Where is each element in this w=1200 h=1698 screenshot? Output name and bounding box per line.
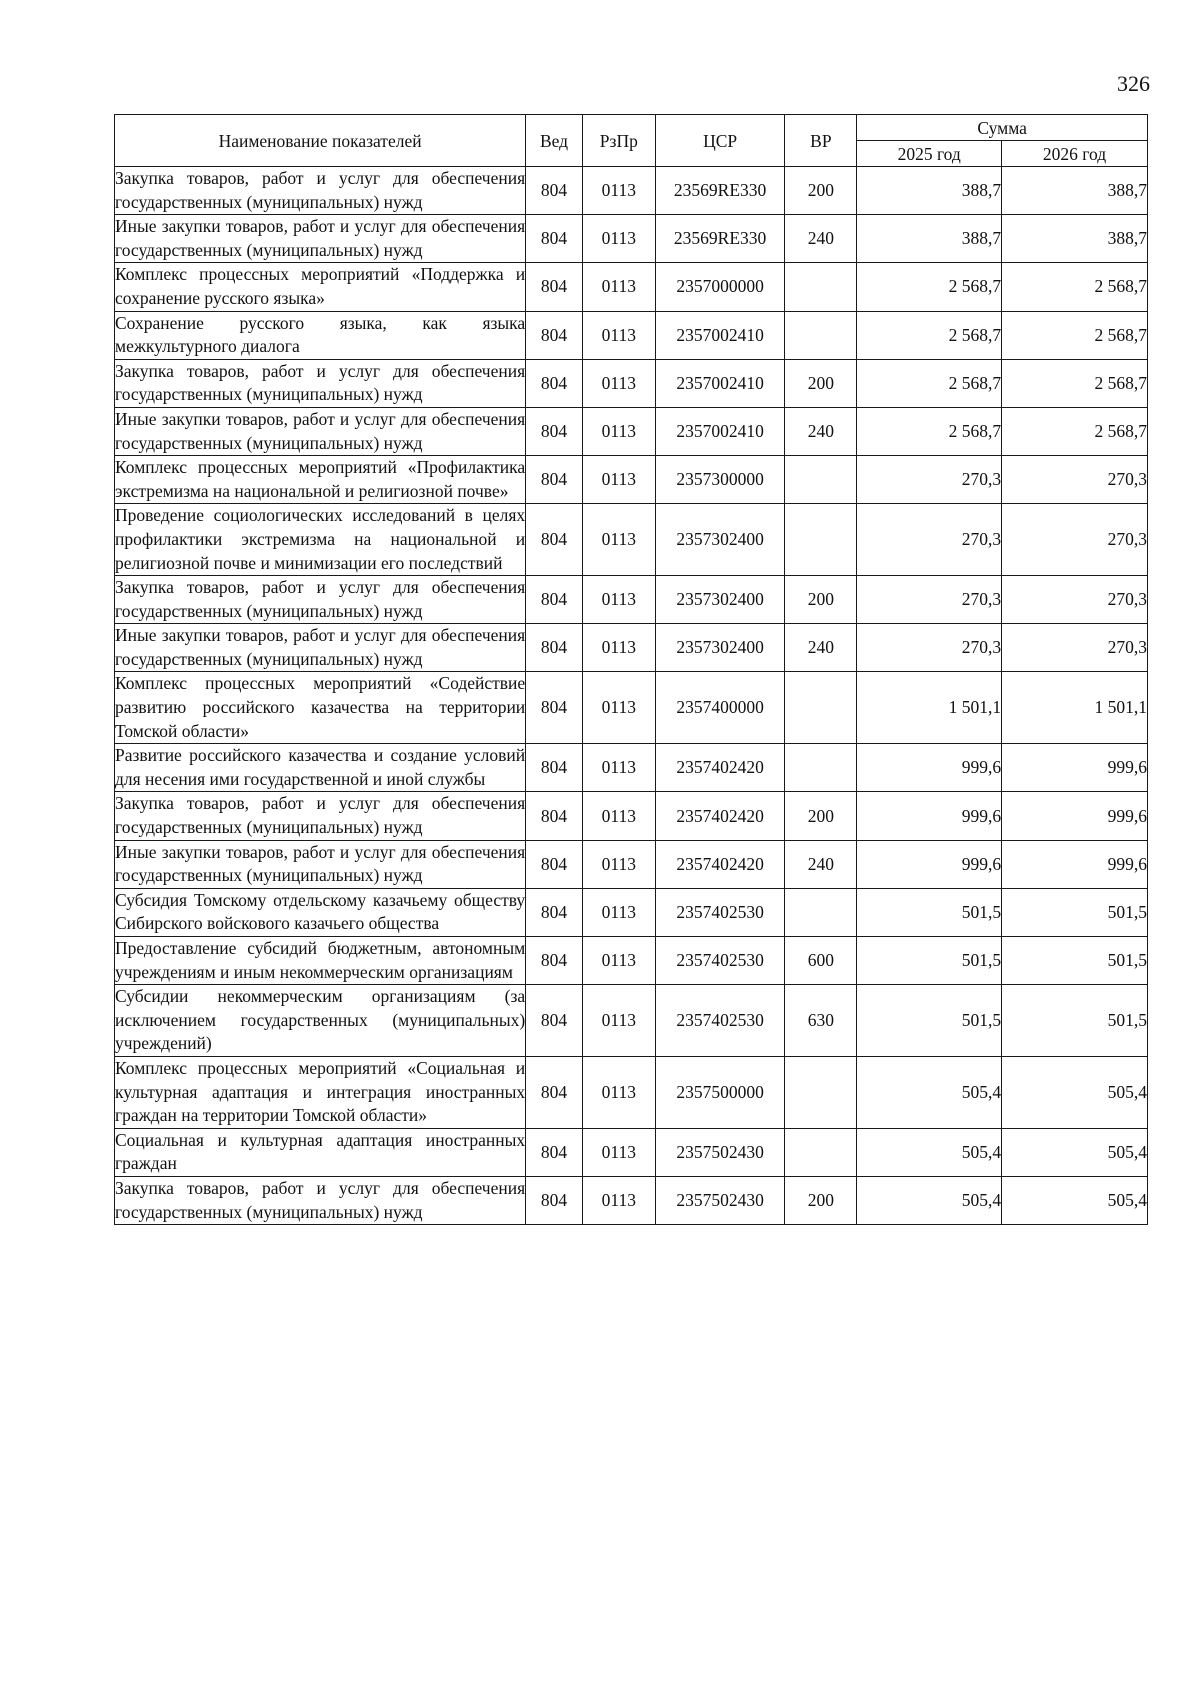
cell-name: Субсидии некоммерческим организациям (за исключением государственных (муниципальных) учреждений) xyxy=(115,985,526,1057)
cell-csr: 2357402420 xyxy=(655,744,785,792)
cell-name: Комплекс процессных мероприятий «Содействие развитию российского казачества на территории Томской области» xyxy=(115,672,526,744)
cell-vr xyxy=(785,888,857,936)
cell-csr: 2357302400 xyxy=(655,504,785,576)
table-row xyxy=(115,840,1148,888)
cell-rzpr: 0113 xyxy=(582,1056,655,1128)
cell-ved: 804 xyxy=(526,311,583,359)
page-number: 326 xyxy=(1117,71,1150,96)
cell-csr: 2357002410 xyxy=(655,311,785,359)
cell-rzpr: 0113 xyxy=(582,215,655,263)
cell-vr xyxy=(785,1128,857,1176)
cell-ved: 804 xyxy=(526,215,583,263)
header-year-2026: 2026 год xyxy=(1002,141,1148,167)
cell-amount-2026: 2 568,7 xyxy=(1002,359,1148,407)
cell-ved: 804 xyxy=(526,937,583,985)
cell-rzpr: 0113 xyxy=(582,672,655,744)
cell-vr: 200 xyxy=(785,359,857,407)
cell-name: Социальная и культурная адаптация иностранных граждан xyxy=(115,1128,526,1176)
cell-amount-2026: 270,3 xyxy=(1002,624,1148,672)
cell-name: Иные закупки товаров, работ и услуг для обеспечения государственных (муниципальных) нужд xyxy=(115,215,526,263)
header-csr: ЦСР xyxy=(655,115,785,167)
cell-ved: 804 xyxy=(526,1176,583,1224)
cell-name: Сохранение русского языка, как языка межкультурного диалога xyxy=(115,311,526,359)
cell-amount-2025: 270,3 xyxy=(857,504,1002,576)
cell-amount-2025: 501,5 xyxy=(857,888,1002,936)
cell-amount-2025: 270,3 xyxy=(857,456,1002,504)
cell-csr: 2357000000 xyxy=(655,263,785,311)
cell-csr: 2357300000 xyxy=(655,456,785,504)
cell-csr: 2357400000 xyxy=(655,672,785,744)
cell-vr xyxy=(785,672,857,744)
cell-vr xyxy=(785,744,857,792)
cell-ved: 804 xyxy=(526,263,583,311)
cell-amount-2026: 270,3 xyxy=(1002,504,1148,576)
cell-amount-2025: 999,6 xyxy=(857,792,1002,840)
cell-rzpr: 0113 xyxy=(582,407,655,455)
cell-ved: 804 xyxy=(526,504,583,576)
cell-amount-2025: 2 568,7 xyxy=(857,311,1002,359)
cell-vr xyxy=(785,1056,857,1128)
cell-vr: 200 xyxy=(785,167,857,215)
cell-vr: 240 xyxy=(785,840,857,888)
cell-ved: 804 xyxy=(526,167,583,215)
table-row xyxy=(115,1128,1148,1176)
table-row xyxy=(115,263,1148,311)
cell-vr xyxy=(785,263,857,311)
cell-name: Развитие российского казачества и создание условий для несения ими государственной и иной службы xyxy=(115,744,526,792)
cell-amount-2026: 505,4 xyxy=(1002,1128,1148,1176)
cell-name: Закупка товаров, работ и услуг для обеспечения государственных (муниципальных) нужд xyxy=(115,1176,526,1224)
cell-rzpr: 0113 xyxy=(582,263,655,311)
cell-vr xyxy=(785,504,857,576)
cell-amount-2026: 999,6 xyxy=(1002,840,1148,888)
table-row xyxy=(115,407,1148,455)
table-row xyxy=(115,672,1148,744)
cell-amount-2025: 501,5 xyxy=(857,937,1002,985)
header-rzpr: РзПр xyxy=(582,115,655,167)
header-vr: ВР xyxy=(785,115,857,167)
cell-rzpr: 0113 xyxy=(582,937,655,985)
cell-amount-2026: 501,5 xyxy=(1002,985,1148,1057)
cell-rzpr: 0113 xyxy=(582,888,655,936)
cell-ved: 804 xyxy=(526,744,583,792)
cell-csr: 2357402530 xyxy=(655,937,785,985)
cell-amount-2026: 999,6 xyxy=(1002,792,1148,840)
cell-rzpr: 0113 xyxy=(582,624,655,672)
cell-ved: 804 xyxy=(526,624,583,672)
cell-name: Иные закупки товаров, работ и услуг для обеспечения государственных (муниципальных) нужд xyxy=(115,407,526,455)
cell-ved: 804 xyxy=(526,1056,583,1128)
cell-csr: 2357500000 xyxy=(655,1056,785,1128)
cell-ved: 804 xyxy=(526,1128,583,1176)
table-row xyxy=(115,456,1148,504)
cell-ved: 804 xyxy=(526,359,583,407)
cell-csr: 2357002410 xyxy=(655,407,785,455)
cell-name: Закупка товаров, работ и услуг для обеспечения государственных (муниципальных) нужд xyxy=(115,792,526,840)
table-row xyxy=(115,359,1148,407)
cell-rzpr: 0113 xyxy=(582,792,655,840)
cell-rzpr: 0113 xyxy=(582,985,655,1057)
header-year-2025: 2025 год xyxy=(857,141,1002,167)
cell-amount-2025: 388,7 xyxy=(857,167,1002,215)
cell-amount-2026: 2 568,7 xyxy=(1002,311,1148,359)
cell-rzpr: 0113 xyxy=(582,840,655,888)
cell-amount-2025: 505,4 xyxy=(857,1128,1002,1176)
cell-amount-2025: 270,3 xyxy=(857,624,1002,672)
cell-vr xyxy=(785,311,857,359)
cell-name: Иные закупки товаров, работ и услуг для обеспечения государственных (муниципальных) нужд xyxy=(115,624,526,672)
budget-table xyxy=(114,114,1148,1225)
cell-rzpr: 0113 xyxy=(582,1176,655,1224)
cell-amount-2026: 2 568,7 xyxy=(1002,263,1148,311)
cell-rzpr: 0113 xyxy=(582,744,655,792)
cell-vr: 630 xyxy=(785,985,857,1057)
cell-amount-2025: 999,6 xyxy=(857,840,1002,888)
table-header xyxy=(115,115,1148,167)
cell-amount-2025: 2 568,7 xyxy=(857,407,1002,455)
cell-amount-2025: 501,5 xyxy=(857,985,1002,1057)
cell-ved: 804 xyxy=(526,407,583,455)
cell-amount-2026: 388,7 xyxy=(1002,215,1148,263)
cell-ved: 804 xyxy=(526,792,583,840)
cell-rzpr: 0113 xyxy=(582,1128,655,1176)
cell-amount-2026: 270,3 xyxy=(1002,456,1148,504)
cell-csr: 2357002410 xyxy=(655,359,785,407)
table-row xyxy=(115,792,1148,840)
cell-vr: 600 xyxy=(785,937,857,985)
cell-rzpr: 0113 xyxy=(582,576,655,624)
table-body xyxy=(115,167,1148,1225)
header-name: Наименование показателей xyxy=(115,115,526,167)
cell-amount-2026: 999,6 xyxy=(1002,744,1148,792)
cell-amount-2025: 2 568,7 xyxy=(857,263,1002,311)
cell-name: Закупка товаров, работ и услуг для обеспечения государственных (муниципальных) нужд xyxy=(115,576,526,624)
cell-amount-2026: 388,7 xyxy=(1002,167,1148,215)
cell-csr: 2357302400 xyxy=(655,624,785,672)
cell-csr: 2357502430 xyxy=(655,1128,785,1176)
cell-vr: 240 xyxy=(785,407,857,455)
table-row xyxy=(115,937,1148,985)
cell-csr: 23569RE330 xyxy=(655,215,785,263)
table-row xyxy=(115,624,1148,672)
cell-rzpr: 0113 xyxy=(582,359,655,407)
cell-ved: 804 xyxy=(526,888,583,936)
cell-csr: 2357402420 xyxy=(655,840,785,888)
cell-amount-2026: 501,5 xyxy=(1002,888,1148,936)
table-row xyxy=(115,1176,1148,1224)
cell-amount-2025: 505,4 xyxy=(857,1056,1002,1128)
cell-name: Комплекс процессных мероприятий «Профилактика экстремизма на национальной и религиозной почве» xyxy=(115,456,526,504)
cell-vr: 240 xyxy=(785,624,857,672)
cell-amount-2026: 505,4 xyxy=(1002,1176,1148,1224)
cell-ved: 804 xyxy=(526,840,583,888)
table-row xyxy=(115,744,1148,792)
cell-vr: 200 xyxy=(785,792,857,840)
cell-csr: 2357402420 xyxy=(655,792,785,840)
cell-rzpr: 0113 xyxy=(582,456,655,504)
cell-amount-2025: 1 501,1 xyxy=(857,672,1002,744)
cell-amount-2026: 1 501,1 xyxy=(1002,672,1148,744)
cell-vr xyxy=(785,456,857,504)
table-row xyxy=(115,504,1148,576)
cell-vr: 200 xyxy=(785,576,857,624)
cell-name: Иные закупки товаров, работ и услуг для обеспечения государственных (муниципальных) нужд xyxy=(115,840,526,888)
table-row xyxy=(115,167,1148,215)
cell-rzpr: 0113 xyxy=(582,311,655,359)
cell-amount-2025: 999,6 xyxy=(857,744,1002,792)
table-row xyxy=(115,888,1148,936)
cell-name: Закупка товаров, работ и услуг для обеспечения государственных (муниципальных) нужд xyxy=(115,359,526,407)
cell-amount-2025: 505,4 xyxy=(857,1176,1002,1224)
cell-amount-2025: 2 568,7 xyxy=(857,359,1002,407)
cell-name: Субсидия Томскому отдельскому казачьему обществу Сибирского войскового казачьего общества xyxy=(115,888,526,936)
table-row xyxy=(115,576,1148,624)
cell-rzpr: 0113 xyxy=(582,504,655,576)
cell-name: Комплекс процессных мероприятий «Поддержка и сохранение русского языка» xyxy=(115,263,526,311)
cell-csr: 2357402530 xyxy=(655,888,785,936)
cell-name: Комплекс процессных мероприятий «Социальная и культурная адаптация и интеграция иностранных граждан на территории Томской области» xyxy=(115,1056,526,1128)
cell-csr: 2357402530 xyxy=(655,985,785,1057)
cell-name: Проведение социологических исследований в целях профилактики экстремизма на национальной и религиозной почве и минимизации его последствий xyxy=(115,504,526,576)
table-row xyxy=(115,311,1148,359)
cell-ved: 804 xyxy=(526,456,583,504)
cell-name: Закупка товаров, работ и услуг для обеспечения государственных (муниципальных) нужд xyxy=(115,167,526,215)
table-row xyxy=(115,985,1148,1057)
cell-amount-2026: 270,3 xyxy=(1002,576,1148,624)
header-sum: Сумма xyxy=(857,115,1148,141)
cell-name: Предоставление субсидий бюджетным, автономным учреждениям и иным некоммерческим организациям xyxy=(115,937,526,985)
cell-vr: 240 xyxy=(785,215,857,263)
cell-rzpr: 0113 xyxy=(582,167,655,215)
cell-csr: 23569RE330 xyxy=(655,167,785,215)
cell-amount-2025: 388,7 xyxy=(857,215,1002,263)
table-row xyxy=(115,215,1148,263)
cell-amount-2026: 505,4 xyxy=(1002,1056,1148,1128)
cell-csr: 2357502430 xyxy=(655,1176,785,1224)
cell-amount-2026: 2 568,7 xyxy=(1002,407,1148,455)
cell-ved: 804 xyxy=(526,672,583,744)
cell-amount-2026: 501,5 xyxy=(1002,937,1148,985)
table-row xyxy=(115,1056,1148,1128)
cell-amount-2025: 270,3 xyxy=(857,576,1002,624)
cell-csr: 2357302400 xyxy=(655,576,785,624)
cell-vr: 200 xyxy=(785,1176,857,1224)
cell-ved: 804 xyxy=(526,576,583,624)
header-ved: Вед xyxy=(526,115,583,167)
cell-ved: 804 xyxy=(526,985,583,1057)
